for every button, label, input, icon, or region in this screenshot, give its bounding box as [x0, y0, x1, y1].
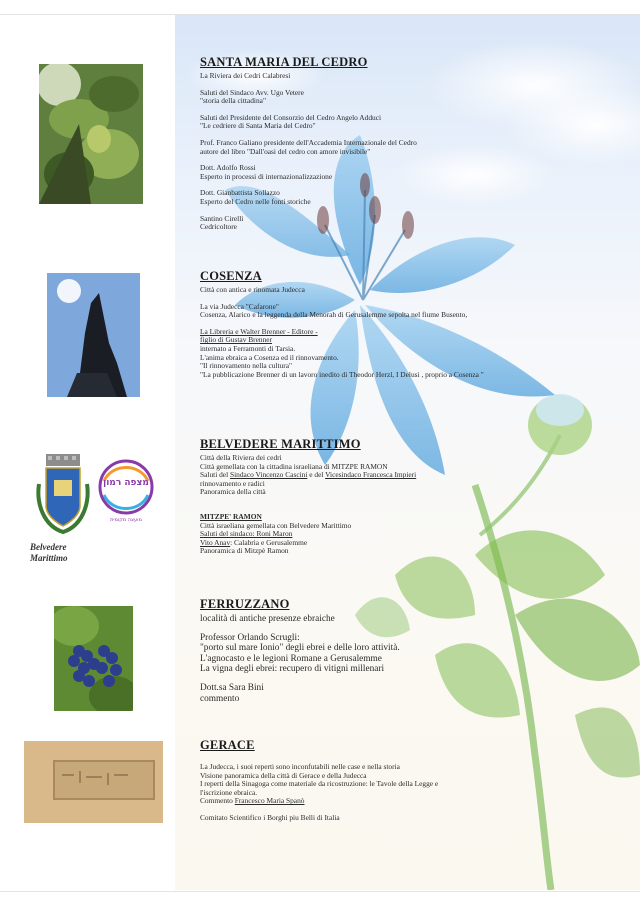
section-gerace: [200, 738, 630, 823]
text-line: La Judecca, i suoi reperti sono inconfutabili nelle case e nella storia: [200, 762, 400, 771]
text-line: autore del libro "Dall'oasi del cedro con amore invisibile": [200, 146, 371, 156]
section-belvedere-marittimo: [200, 437, 630, 556]
logo-subtitle: מועצה מקומית: [110, 517, 142, 523]
text-line: "storia della cittadina": [200, 96, 266, 106]
text-line: "Il rinnovamento nella cultura": [200, 361, 293, 371]
text-line: L'agnocasto e le legioni Romane a Gerusalemme: [200, 653, 382, 664]
text-line: Saluti del Sindaco Avv. Ugo Vetere: [200, 87, 304, 97]
link-francesco-maria-spano[interactable]: Francesco Maria Spanò: [234, 796, 305, 806]
text-line: Esperto in processi di internazionalizzazione: [200, 171, 333, 181]
photo-cosenza-statue: [47, 273, 140, 397]
link-gustav-brenner[interactable]: figlio di Gustav Brenner: [200, 335, 273, 345]
link-sindaco-cascini[interactable]: Sindaco Vincenzo Cascini: [229, 470, 308, 480]
text-line: rinnovamento e radici: [200, 478, 265, 488]
logo-hebrew: מצפה רמון: [103, 478, 149, 488]
link-vicesindaco-impieri[interactable]: Vicesindaco Francesca Impieri: [325, 470, 417, 480]
text-line: l'iscrizione ebraica.: [200, 787, 258, 797]
text-line: Visione panoramica della città di Gerace e della Judecca: [200, 770, 367, 780]
belvedere-caption: [30, 542, 110, 564]
caption-line: Belvedere: [30, 542, 67, 552]
section-title: SANTA MARIA DEL CEDRO: [200, 55, 368, 69]
text-line: Panoramica della città: [200, 487, 266, 497]
text-line: commento: [200, 693, 240, 704]
section-title: COSENZA: [200, 269, 262, 283]
section-ferruzzano: [200, 597, 630, 704]
photo-gerace-stone: [24, 741, 163, 823]
section-title: GERACE: [200, 738, 255, 752]
text-line: "La pubblicazione Brenner di un lavoro inedito di Theodor Herzl, I Delusi , proprio a Cosenza ": [200, 369, 484, 379]
photo-citron-tree: [39, 64, 143, 204]
section-title: BELVEDERE MARITTIMO: [200, 437, 361, 451]
text-line: La via Judecca "Cafarone": [200, 301, 279, 311]
text-line: Cosenza, Alarico e la leggenda della Menorah di Gerusalemme sepolta nel fiume Busento,: [200, 310, 468, 320]
text-line: Dott. Adolfo Rossi: [200, 163, 256, 173]
text-line: "Le cedriere di Santa Maria del Cedro": [200, 121, 316, 131]
text-line: La vigna degli ebrei: recupero di vitigni millenari: [200, 664, 385, 675]
link-libreria-brenner[interactable]: La Libreria e Walter Brenner - Editore -: [200, 326, 318, 336]
text-line: Città della Riviera dei cedri: [200, 453, 282, 462]
text-line: Comitato Scientifico i Borghi piu Belli di Italia: [200, 812, 340, 822]
text-line: L'anima ebraica a Cosenza ed il rinnovamento.: [200, 352, 339, 362]
text-line: Città con antica e rinomata Judecca: [200, 285, 305, 294]
text-line: Panoramica di Mitzpè Ramon: [200, 546, 289, 556]
text-line: Esperto del Cedro nelle fonti storiche: [200, 196, 311, 206]
text-line: Professor Orlando Scrugli:: [200, 632, 300, 643]
text-line: Città gemellata con la cittadina israeliana di MITZPE RAMON: [200, 461, 388, 471]
photo-grapes: [54, 606, 133, 711]
section-title: FERRUZZANO: [200, 597, 290, 611]
section-santa-maria-del-cedro: [200, 55, 630, 232]
text-line: Dott.sa Sara Bini: [200, 682, 264, 693]
text-line: I reperti della Sinagoga come materiale da ricostruzione: le Tavole della Legge e: [200, 779, 439, 789]
link-roni-maron[interactable]: Saluti del sindaco: Roni Maron: [200, 529, 293, 539]
text-fragment: e del: [307, 470, 326, 480]
link-vito-anav[interactable]: Vito Anav: [200, 537, 231, 547]
text-line: Città israeliana gemellata con Belvedere Marittimo: [200, 520, 352, 530]
text-fragment: Saluti del: [200, 470, 230, 480]
belvedere-coat-of-arms: [34, 454, 92, 536]
text-line: Prof. Franco Galiano presidente dell'Accademia Internazionale del Cedro: [200, 137, 417, 147]
caption-line: Marittimo: [30, 553, 68, 563]
mitzpe-ramon-subtitle[interactable]: MITZPE' RAMON: [200, 511, 262, 521]
text-line: Cedricoltore: [200, 222, 237, 232]
text-line: internato a Ferramonti di Tarsia.: [200, 343, 296, 353]
text-fragment: : Calabria e Gerusalemme: [230, 537, 308, 547]
text-line: "porto sul mare Ionio" degli ebrei e delle loro attività.: [200, 643, 400, 654]
text-line: Santino Cirelli: [200, 213, 244, 223]
text-line: La Riviera dei Cedri Calabresi: [200, 71, 291, 80]
section-cosenza: [200, 269, 630, 379]
text-line: Saluti del Presidente del Consorzio del Cedro Angelo Adduci: [200, 112, 382, 122]
mitzpe-ramon-logo: [98, 459, 154, 525]
text-fragment: Commento: [200, 796, 235, 806]
text-line: Dott. Gianbattista Sollazzo: [200, 188, 280, 198]
text-line: località di antiche presenze ebraiche: [200, 614, 335, 624]
text-line: [200, 797, 630, 806]
